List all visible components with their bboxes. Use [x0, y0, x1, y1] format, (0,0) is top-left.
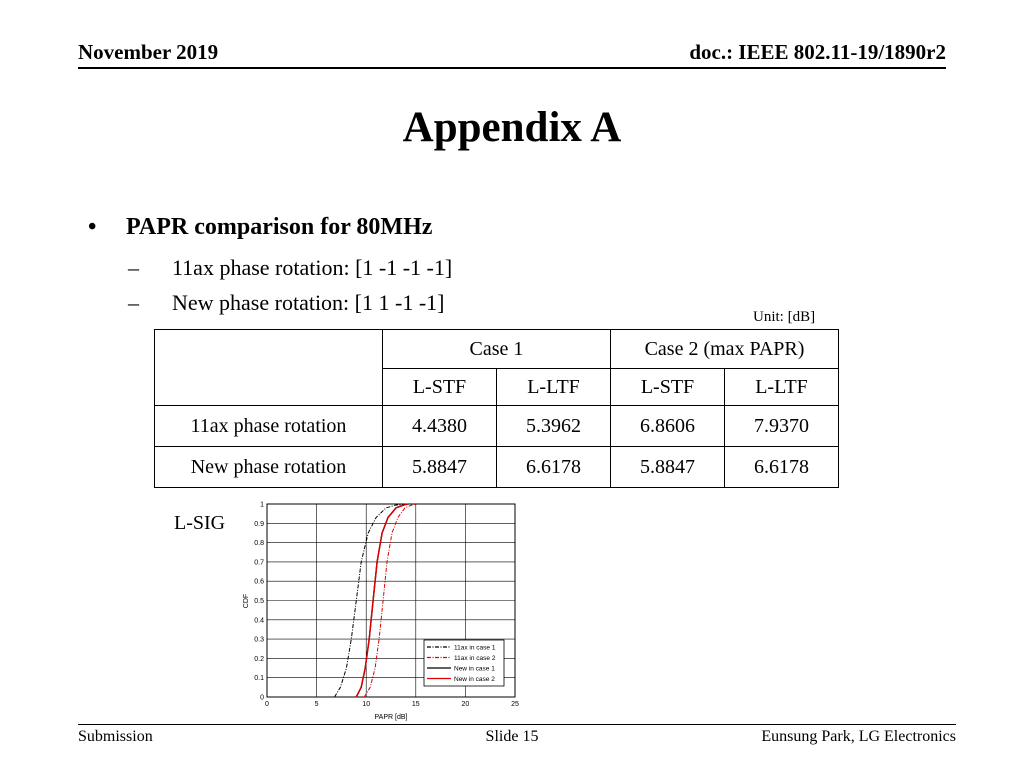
y-tick-label: 1 — [260, 501, 264, 509]
y-tick-label: 0.8 — [254, 540, 264, 548]
y-tick-label: 0.5 — [254, 598, 264, 605]
papr-table — [154, 329, 839, 488]
sub-bullet-marker: – — [128, 290, 139, 315]
table-subheader: L-LTF — [725, 369, 839, 406]
table-row-label: New phase rotation — [155, 447, 383, 488]
table-subheader: L-LTF — [497, 369, 611, 406]
table-header-row — [155, 330, 839, 369]
header-doc-id: doc.: IEEE 802.11-19/1890r2 — [689, 40, 946, 64]
y-axis-label: CDF — [243, 593, 250, 609]
table-cell: 6.6178 — [725, 447, 839, 488]
table-subheader: L-STF — [383, 369, 497, 406]
bullet-text: PAPR comparison for 80MHz — [126, 214, 433, 240]
unit-label: Unit: [dB] — [753, 309, 816, 325]
footer-author: Eunsung Park, LG Electronics — [761, 728, 956, 745]
cdf-chart — [236, 498, 526, 724]
header-date: November 2019 — [78, 40, 219, 64]
legend-entry: 11ax in case 2 — [454, 654, 496, 662]
sub-bullet-marker: – — [128, 255, 139, 280]
legend-entry: New in case 1 — [454, 665, 495, 673]
table-cell: 6.6178 — [497, 447, 611, 488]
x-tick-label: 25 — [511, 701, 519, 708]
bullet-marker: • — [88, 214, 97, 240]
header-divider — [78, 67, 946, 69]
legend-entry: New in case 2 — [454, 675, 495, 683]
y-tick-label: 0.4 — [254, 617, 264, 625]
y-tick-label: 0.1 — [254, 675, 264, 683]
y-tick-label: 0.2 — [254, 655, 264, 663]
table-row — [155, 406, 839, 447]
x-axis-label: PAPR [dB] — [374, 714, 408, 721]
x-tick-label: 15 — [411, 701, 420, 708]
table-cell: 5.8847 — [383, 447, 497, 488]
table-row — [155, 447, 839, 488]
table-cell: 6.8606 — [611, 406, 725, 447]
footer-left: Submission — [78, 728, 153, 745]
chart-label: L-SIG — [174, 512, 226, 534]
legend-entry: 11ax in case 1 — [454, 644, 496, 652]
y-tick-label: 0.3 — [254, 636, 264, 644]
table-row-label: 11ax phase rotation — [155, 406, 383, 447]
y-tick-label: 0.7 — [254, 559, 264, 567]
table-corner-cell — [155, 330, 383, 406]
sub-bullet-11ax — [128, 255, 452, 281]
sub-bullet-new — [128, 290, 444, 316]
sub-bullet-text: 11ax phase rotation: [1 -1 -1 -1] — [172, 255, 453, 280]
x-tick-label: 20 — [461, 701, 470, 708]
chart-legend — [424, 640, 504, 686]
x-tick-label: 0 — [265, 701, 269, 708]
x-tick-label: 5 — [314, 701, 319, 708]
footer-divider — [78, 724, 956, 725]
table-cell: 4.4380 — [383, 406, 497, 447]
y-tick-label: 0.9 — [254, 520, 264, 528]
table-cell: 5.8847 — [611, 447, 725, 488]
y-tick-label: 0.6 — [254, 578, 264, 586]
table-subheader: L-STF — [611, 369, 725, 406]
sub-bullet-text: New phase rotation: [1 1 -1 -1] — [172, 290, 445, 315]
table-cell: 7.9370 — [725, 406, 839, 447]
y-tick-label: 0 — [260, 694, 264, 702]
table-group-header: Case 1 — [383, 330, 611, 369]
slide-title: Appendix A — [402, 104, 622, 151]
table-group-header: Case 2 (max PAPR) — [611, 330, 839, 369]
x-tick-label: 10 — [362, 701, 371, 708]
table-cell: 5.3962 — [497, 406, 611, 447]
footer-slide-number: Slide 15 — [485, 728, 539, 745]
bullet-item — [88, 214, 432, 241]
